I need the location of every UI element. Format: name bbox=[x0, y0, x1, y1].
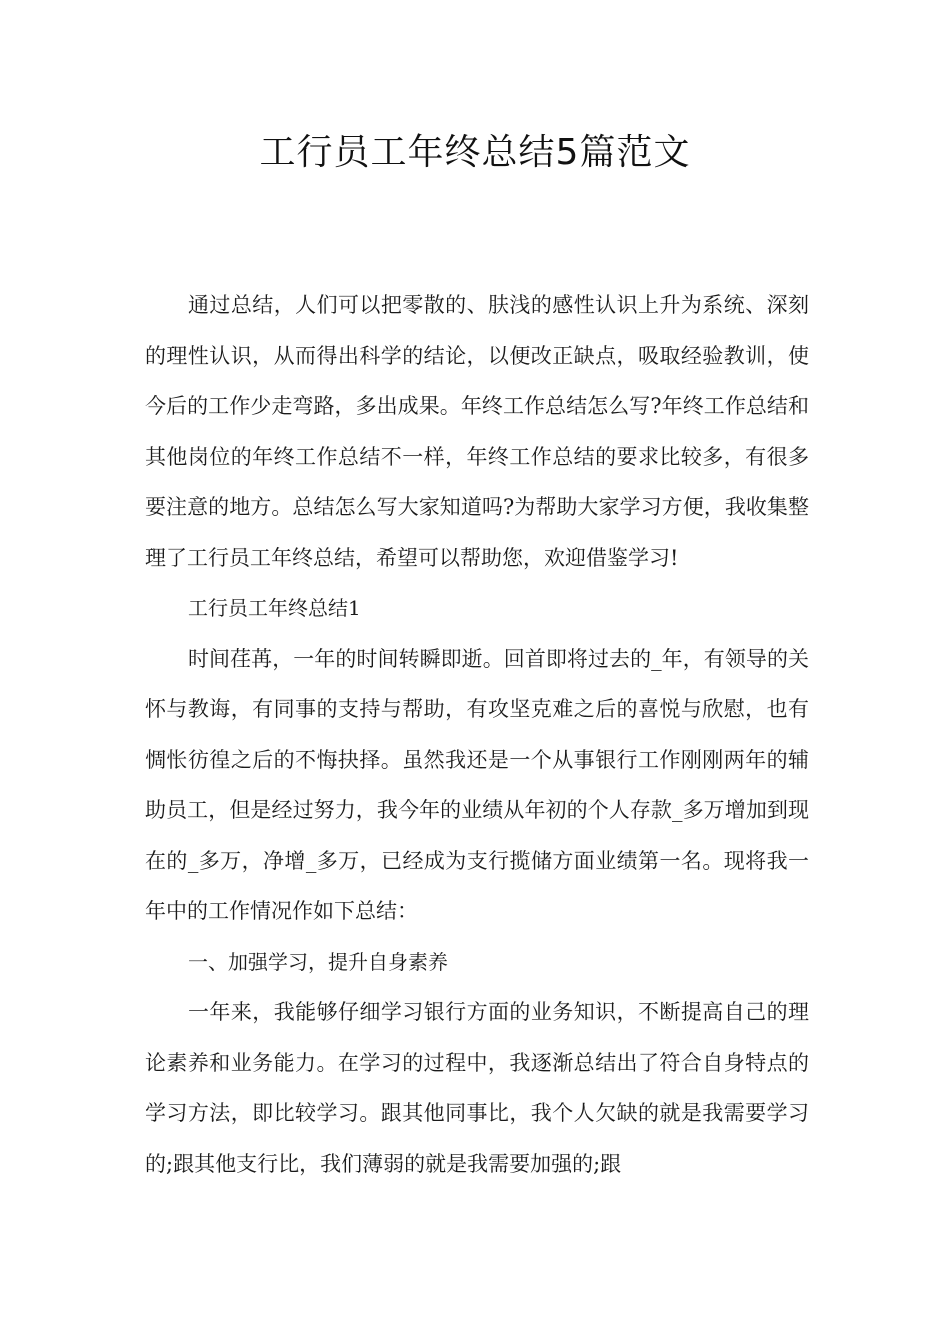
document-title: 工行员工年终总结5篇范文 bbox=[259, 132, 691, 173]
subsection-heading: 一、加强学习，提升自身素养 bbox=[188, 949, 448, 974]
document-body bbox=[145, 280, 809, 1189]
section-paragraph: 时间荏苒，一年的时间转瞬即逝。回首即将过去的_年，有领导的关怀与教诲，有同事的支持与帮助，有攻坚克难之后的喜悦与欣慰，也有惆怅彷徨之后的不悔抉择。虽然我还是一个从事银行工作刚刚两年的辅助员工，但是经过努力，我今年的业绩从年初的个人存款_多万增加到现在的_多万，净增_多万，已经成为支行揽储方面业绩第一名。现将我一年中的工作情况作如下总结： bbox=[145, 646, 809, 923]
section-heading: 工行员工年终总结1 bbox=[188, 596, 361, 620]
subsection-paragraph: 一年来，我能够仔细学习银行方面的业务知识，不断提高自己的理论素养和业务能力。在学习的过程中，我逐渐总结出了符合自身特点的学习方法，即比较学习。跟其他同事比，我个人欠缺的就是我需要学习的;跟其他支行比，我们薄弱的就是我需要加强的;跟 bbox=[145, 1000, 809, 1176]
intro-paragraph: 通过总结，人们可以把零散的、肤浅的感性认识上升为系统、深刻的理性认识，从而得出科学的结论，以便改正缺点，吸取经验教训，使今后的工作少走弯路，多出成果。年终工作总结怎么写?年终工作总结和其他岗位的年终工作总结不一样，年终工作总结的要求比较多，有很多要注意的地方。总结怎么写大家知道吗?为帮助大家学习方便，我收集整理了工行员工年终总结，希望可以帮助您，欢迎借鉴学习! bbox=[145, 293, 809, 570]
